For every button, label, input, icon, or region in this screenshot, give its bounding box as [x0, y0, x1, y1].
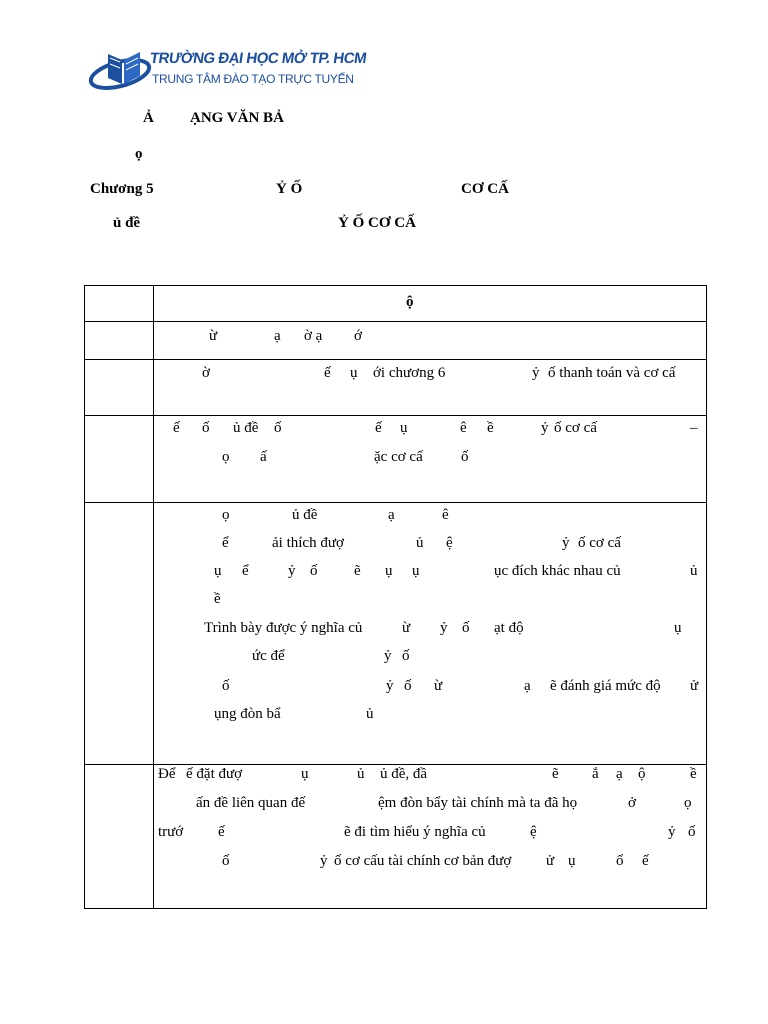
row1-heading: ộ — [406, 294, 414, 310]
row3-text: ế — [324, 365, 331, 381]
row6-text: ọ — [684, 795, 692, 811]
row5-text: ố cơ cấ — [578, 535, 621, 551]
row5-text: ỷ — [288, 563, 296, 579]
row6-text: ế — [218, 824, 225, 840]
table-cell-right — [154, 765, 707, 909]
row6-text: ụ — [568, 853, 576, 869]
table-row — [85, 360, 707, 416]
row5-text: ể — [242, 563, 249, 579]
row5-text: ừ — [434, 678, 443, 694]
table-row — [85, 765, 707, 909]
table-cell-left — [85, 765, 154, 909]
row6-text: ố cơ cấu tài chính cơ bản đượ — [334, 853, 512, 869]
row5-text: ố — [222, 678, 230, 694]
table-cell-right — [154, 360, 707, 416]
row6-text: ẽ đi tìm hiểu ý nghĩa củ — [344, 824, 486, 840]
table-row — [85, 416, 707, 503]
row5-text: ố — [462, 620, 470, 636]
row6-text: ỷ — [668, 824, 676, 840]
row5-text: ọ — [222, 507, 230, 523]
row5-text: ủ — [690, 563, 698, 579]
header-line1-b: ẠNG VĂN BẢ — [190, 110, 284, 126]
row5-text: ố — [404, 678, 412, 694]
row5-text: ể — [222, 535, 229, 551]
row2-text: ớ — [354, 328, 362, 344]
table-row — [85, 286, 707, 322]
row3-text: ới chương 6 — [373, 365, 446, 381]
row5-text: ụ — [412, 563, 420, 579]
row5-text: ỷ — [562, 535, 570, 551]
row6-text: trướ — [158, 824, 184, 840]
row6-text: ủ — [357, 766, 365, 782]
row4-text: ọ — [222, 449, 230, 465]
row3-text: ỷ — [532, 365, 540, 381]
row5-text: ỷ — [384, 648, 392, 664]
row5-text: ử — [690, 678, 699, 694]
table-cell-left — [85, 360, 154, 416]
topic-title: Ỷ Ố CƠ CẤ — [338, 215, 416, 231]
row6-text: ỷ — [320, 853, 328, 869]
row5-text: ỷ — [440, 620, 448, 636]
row6-text: ố — [222, 853, 230, 869]
table-row — [85, 503, 707, 765]
row5-text: ạt độ — [494, 620, 524, 636]
table-cell-left — [85, 322, 154, 360]
table-cell-left — [85, 503, 154, 765]
row4-text: ê — [460, 420, 467, 436]
row5-text: ỷ — [386, 678, 394, 694]
row4-text: ố — [202, 420, 210, 436]
row6-text: ệm đòn bẩy tài chính mà ta đã họ — [378, 795, 578, 811]
row5-text: ệ — [446, 535, 453, 551]
row6-text: ổ — [616, 853, 624, 869]
table-cell-left — [85, 416, 154, 503]
table-cell-right — [154, 322, 707, 360]
row4-text: ặc cơ cấ — [374, 449, 423, 465]
row6-text: ủ đề, đầ — [380, 766, 428, 782]
row5-text: ủ đề — [292, 507, 318, 523]
row4-text: ụ — [400, 420, 408, 436]
row5-text: ức để — [252, 648, 285, 664]
row5-text: ạ — [388, 507, 395, 523]
logo-subtitle: TRUNG TÂM ĐÀO TẠO TRỰC TUYẾN — [152, 72, 354, 86]
row4-text: ố — [274, 420, 282, 436]
row6-text: ở — [628, 795, 636, 811]
row4-text: ề — [487, 420, 494, 436]
row5-text: ừ — [402, 620, 411, 636]
chapter-title-b: Ỷ Ố — [276, 181, 303, 197]
row2-text: ờ ạ — [304, 328, 323, 344]
content-table — [84, 285, 707, 909]
row3-text: ờ — [202, 365, 210, 381]
row4-text: ỷ — [541, 420, 549, 436]
row6-text: ệ — [530, 824, 537, 840]
row6-text: ế đặt đượ — [186, 766, 243, 782]
row6-text: ề — [690, 766, 697, 782]
row6-text: ộ — [638, 766, 646, 782]
row4-text: ố — [461, 449, 469, 465]
row5-text: ê — [442, 507, 449, 523]
row6-text: ụ — [301, 766, 309, 782]
row5-text: Trình bày được ý nghĩa củ — [204, 620, 363, 636]
row2-text: ạ — [274, 328, 281, 344]
row6-text: ử — [546, 853, 555, 869]
row5-text: ụng đòn bẩ — [214, 706, 281, 722]
header-line2: ọ — [135, 146, 143, 162]
table-cell-right — [154, 416, 707, 503]
row3-text: ụ — [350, 365, 358, 381]
row6-text: ắ — [592, 766, 599, 782]
row6-text: ế — [642, 853, 649, 869]
row6-text: ấn đề liên quan đế — [196, 795, 306, 811]
chapter-title-c: CƠ CẤ — [461, 181, 509, 197]
row4-text: – — [690, 420, 698, 436]
row5-text: ủ — [366, 706, 374, 722]
row2-text: ừ — [209, 328, 218, 344]
table-cell-left — [85, 286, 154, 322]
row4-text: ủ đề — [233, 420, 259, 436]
row5-text: ải thích đượ — [272, 535, 344, 551]
row5-text: ố — [310, 563, 318, 579]
table-cell-right — [154, 503, 707, 765]
chapter-number: Chương 5 — [90, 181, 154, 197]
row5-text: ẽ — [354, 563, 361, 579]
row4-text: ố cơ cấ — [554, 420, 597, 436]
row6-text: Để — [158, 766, 176, 782]
row4-text: ế — [173, 420, 180, 436]
row5-text: ục đích khác nhau củ — [494, 563, 621, 579]
row5-text: ố — [402, 648, 410, 664]
row6-text: ố — [688, 824, 696, 840]
row5-text: ẽ đánh giá mức độ — [550, 678, 661, 694]
topic-label: ủ đề — [113, 215, 141, 231]
row5-text: ụ — [674, 620, 682, 636]
table-row — [85, 322, 707, 360]
row5-text: ụ — [385, 563, 393, 579]
row6-text: ẽ — [552, 766, 559, 782]
row4-text: ế — [375, 420, 382, 436]
row5-text: ủ — [416, 535, 424, 551]
header-line1-a: Ả — [143, 110, 154, 126]
logo-title: TRƯỜNG ĐẠI HỌC MỞ TP. HCM — [148, 50, 368, 67]
row5-text: ề — [214, 591, 221, 607]
table-cell-right — [154, 286, 707, 322]
row3-text: ố thanh toán và cơ cấ — [548, 365, 676, 381]
row6-text: ạ — [616, 766, 623, 782]
row5-text: ạ — [524, 678, 531, 694]
row4-text: ấ — [260, 449, 267, 465]
row5-text: ụ — [214, 563, 222, 579]
